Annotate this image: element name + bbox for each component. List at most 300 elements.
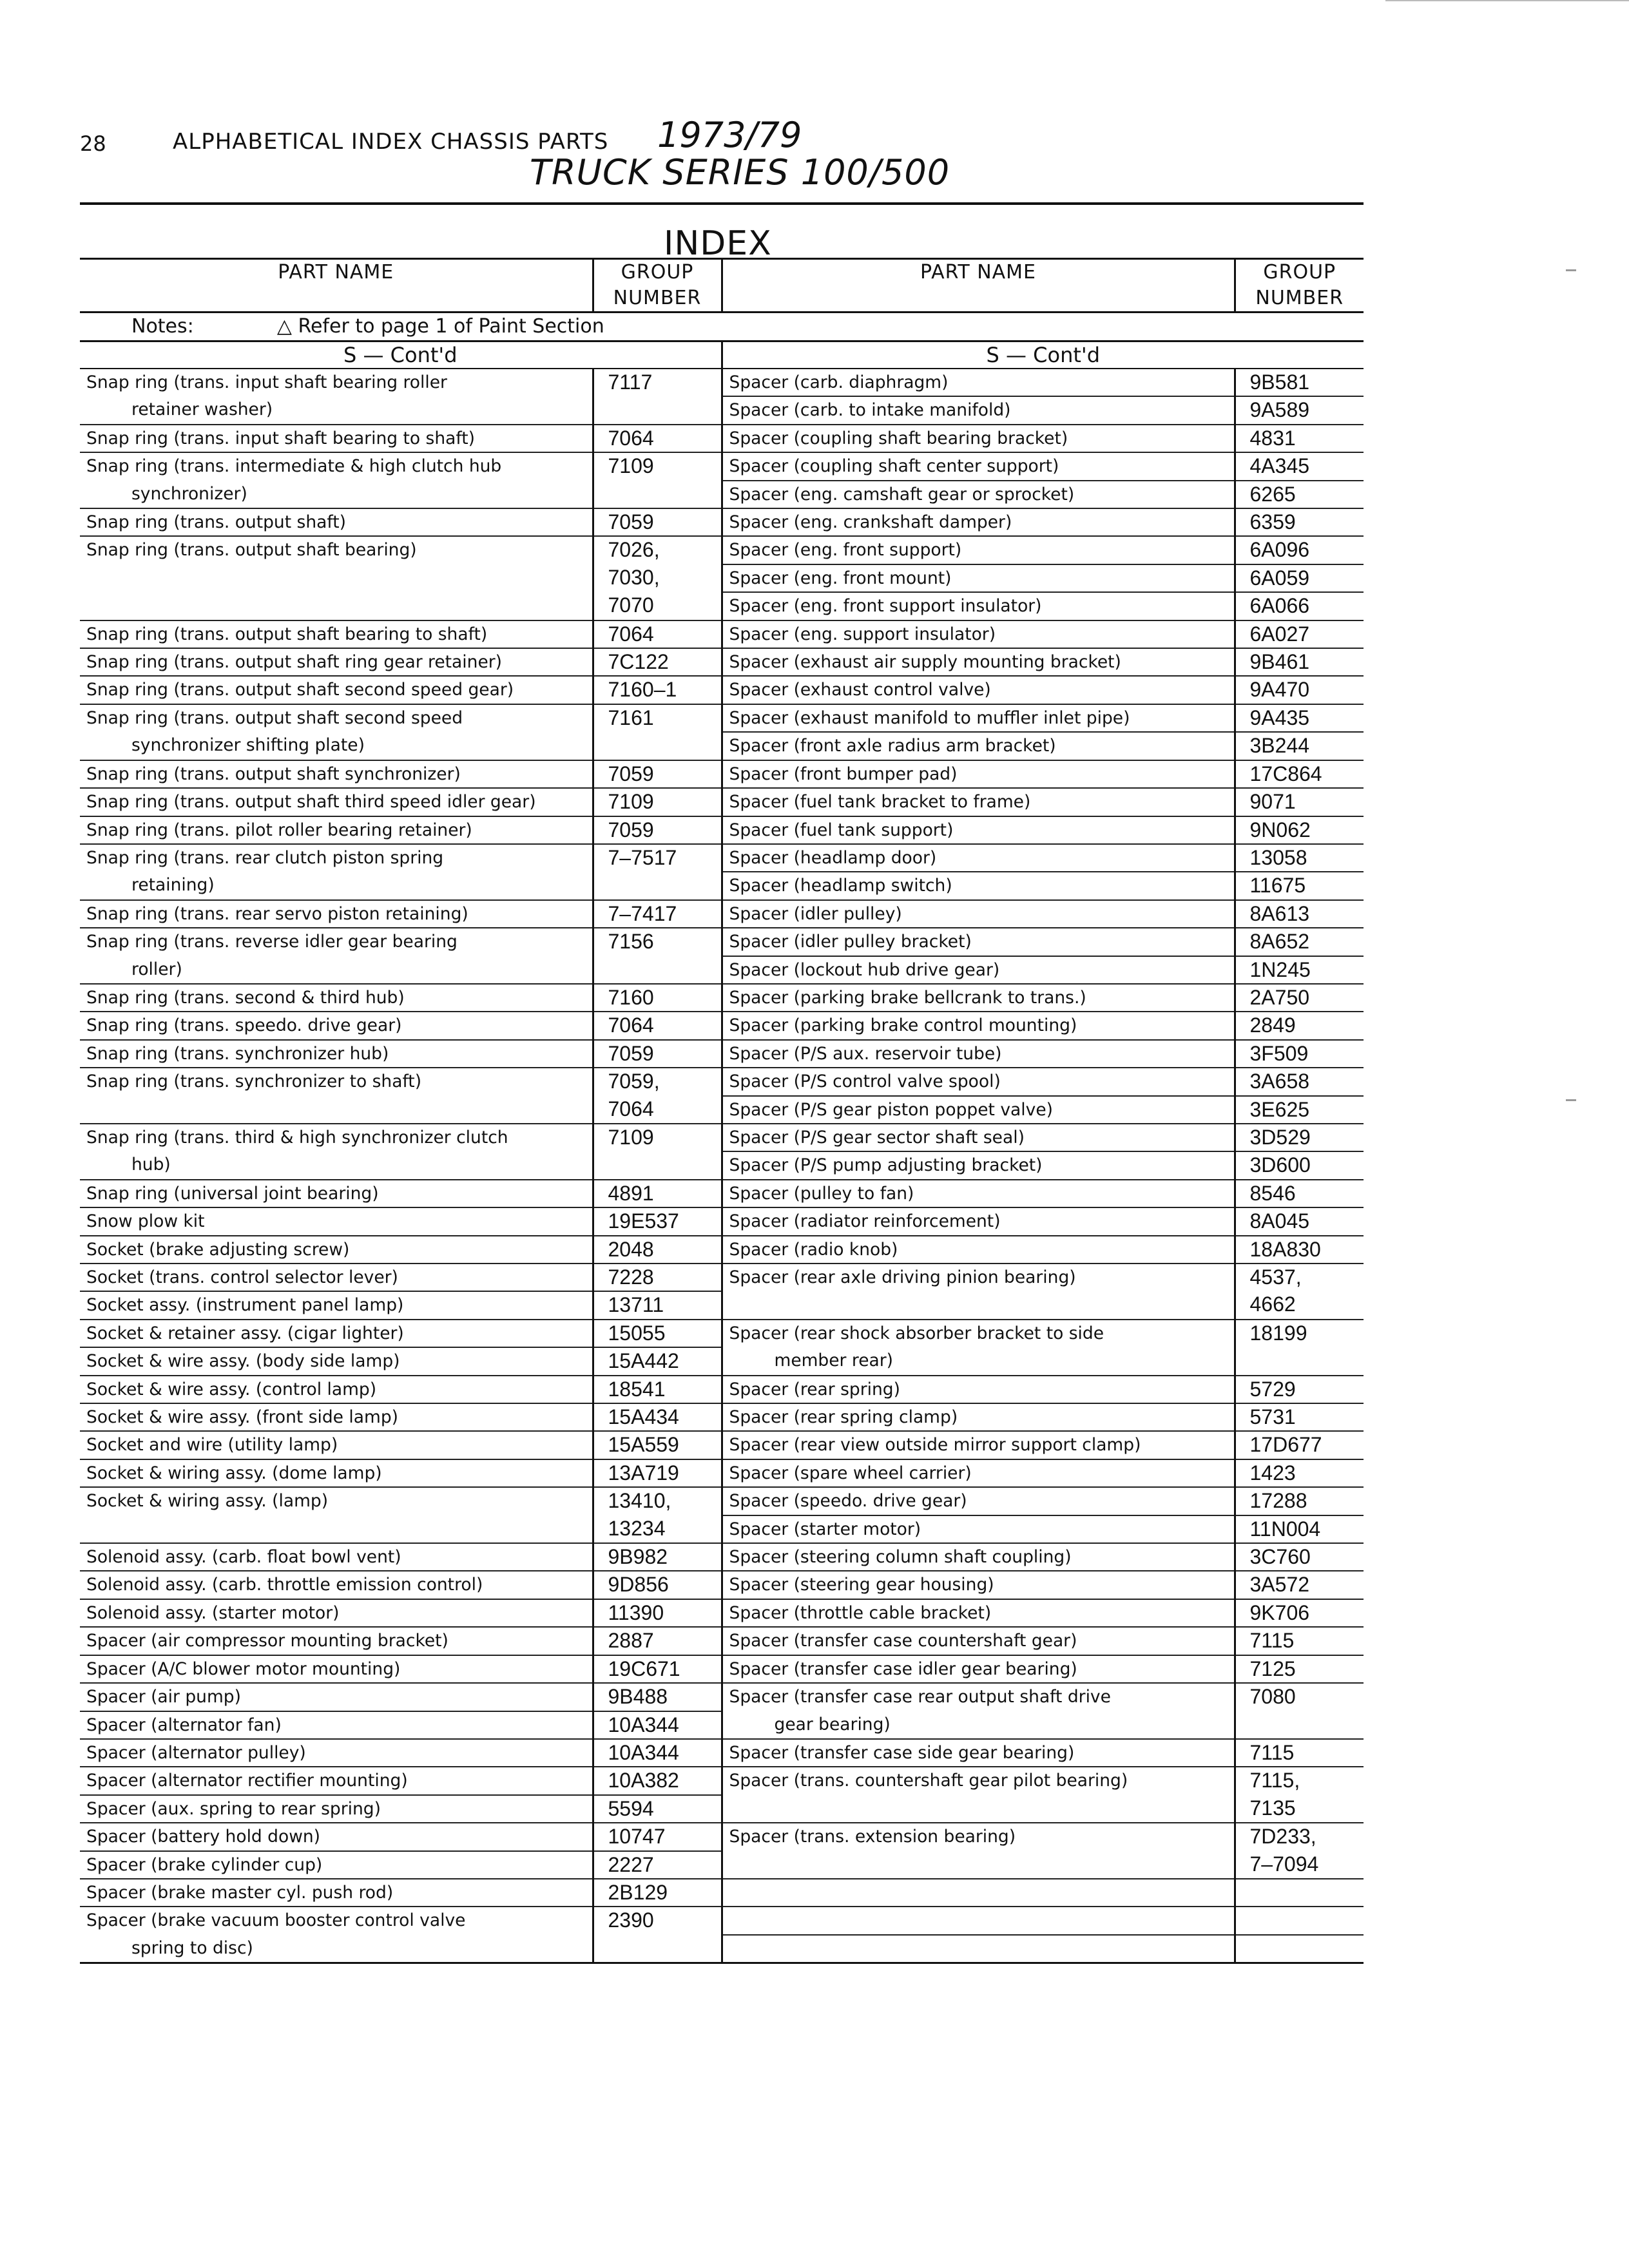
group-number-cell: 3F509: [1235, 1040, 1364, 1068]
part-name-cell: spring to disc): [80, 1935, 593, 1963]
part-name-cell: Spacer (alternator rectifier mounting): [80, 1767, 593, 1794]
table-row: [80, 1515, 1364, 1543]
part-name-cell: Snap ring (trans. rear servo piston retaining): [80, 900, 593, 928]
column-header-group-number: GROUP NUMBER: [593, 259, 722, 312]
group-number-cell: 7059: [593, 1040, 722, 1068]
table-row: [80, 1236, 1364, 1264]
group-number-cell: 2048: [593, 1236, 722, 1264]
group-number-cell: [593, 481, 722, 508]
table-row: [80, 1264, 1364, 1291]
margin-tick-mark: [1566, 1099, 1576, 1101]
group-number-cell: 6A059: [1235, 564, 1364, 592]
part-name-cell: Spacer (P/S control valve spool): [722, 1068, 1235, 1095]
group-number-cell: 9B461: [1235, 648, 1364, 676]
group-number-cell: 9B581: [1235, 369, 1364, 396]
part-name-cell: Snap ring (trans. output shaft second speed: [86, 707, 463, 728]
table-row: [80, 1571, 1364, 1599]
table-row: [80, 928, 1364, 956]
group-number-cell: 7064: [593, 620, 722, 648]
group-number-cell: 7059,: [593, 1068, 722, 1095]
part-name-cell: Spacer (idler pulley bracket): [722, 928, 1235, 956]
part-name-cell: Spacer (pulley to fan): [722, 1180, 1235, 1207]
group-number-cell: 2B129: [593, 1879, 722, 1907]
part-name-cell: Spacer (rear view outside mirror support clamp): [722, 1431, 1235, 1459]
column-header-row: [80, 259, 1364, 312]
table-row: [80, 1711, 1364, 1739]
table-row: [80, 1823, 1364, 1850]
group-number-cell: 15A442: [593, 1347, 722, 1375]
group-number-cell: 7–7417: [593, 900, 722, 928]
group-number-cell: 4537,: [1235, 1264, 1364, 1291]
part-name-cell: [722, 1935, 1235, 1963]
section-right: S — Cont'd: [722, 341, 1364, 369]
table-row: [80, 788, 1364, 816]
group-number-cell: 7160–1: [593, 676, 722, 704]
part-name-cell: Spacer (battery hold down): [80, 1823, 593, 1850]
table-row: [80, 1599, 1364, 1627]
group-number-cell: 7228: [593, 1264, 722, 1291]
table-row: [80, 1879, 1364, 1907]
group-number-cell: 3B244: [1235, 732, 1364, 760]
header-divider: [80, 202, 1364, 205]
table-row: [80, 1347, 1364, 1375]
section-left: S — Cont'd: [80, 341, 722, 369]
group-number-cell: 10A344: [593, 1711, 722, 1739]
group-number-cell: 3C760: [1235, 1543, 1364, 1571]
margin-tick-mark: [1566, 269, 1576, 271]
group-number-cell: 10747: [593, 1823, 722, 1850]
group-number-cell: 1N245: [1235, 956, 1364, 984]
group-number-cell: 13234: [593, 1515, 722, 1543]
table-row: [80, 1431, 1364, 1459]
group-number-cell: 7125: [1235, 1655, 1364, 1683]
table-row: [80, 1403, 1364, 1431]
part-name-cell: Snow plow kit: [80, 1207, 593, 1235]
part-name-cell: Spacer (rear axle driving pinion bearing): [722, 1264, 1235, 1291]
part-name-cell: Spacer (parking brake bellcrank to trans.): [722, 984, 1235, 1012]
group-number-cell: 3E625: [1235, 1096, 1364, 1124]
part-name-cell: Spacer (carb. diaphragm): [722, 369, 1235, 396]
table-row: [80, 536, 1364, 564]
page-number: 28: [80, 131, 106, 156]
part-name-cell: Socket (trans. control selector lever): [80, 1264, 593, 1291]
parts-index-table: [80, 258, 1364, 1964]
group-number-cell: 4831: [1235, 425, 1364, 452]
group-number-cell: 7080: [1235, 1683, 1364, 1711]
model-years: 1973/79: [657, 115, 802, 155]
part-name-cell: Socket (brake adjusting screw): [80, 1236, 593, 1264]
group-number-cell: 6A027: [1235, 620, 1364, 648]
part-name-cell: roller): [80, 956, 593, 984]
table-row: [80, 1851, 1364, 1879]
part-name-cell: Spacer (alternator fan): [80, 1711, 593, 1739]
group-number-cell: 9B488: [593, 1683, 722, 1711]
table-row: [80, 592, 1364, 620]
table-row: [80, 1907, 1364, 1934]
part-name-cell: Snap ring (trans. output shaft second speed gear): [80, 676, 593, 704]
part-name-cell: Spacer (headlamp door): [722, 844, 1235, 872]
part-name-cell: Spacer (trans. extension bearing): [722, 1823, 1235, 1850]
group-number-cell: 7161: [593, 704, 722, 732]
part-name-cell: Spacer (eng. crankshaft damper): [722, 508, 1235, 536]
group-number-cell: 15A559: [593, 1431, 722, 1459]
group-number-cell: 19E537: [593, 1207, 722, 1235]
part-name-cell: Snap ring (trans. third & high synchronizer clutch: [86, 1127, 508, 1148]
part-name-cell: Spacer (idler pulley): [722, 900, 1235, 928]
part-name-cell: Spacer (coupling shaft bearing bracket): [722, 425, 1235, 452]
group-number-cell: [593, 956, 722, 984]
group-number-cell: 18541: [593, 1376, 722, 1403]
table-row: [80, 1096, 1364, 1124]
part-name-cell: Socket & wire assy. (control lamp): [80, 1376, 593, 1403]
group-number-cell: 7117: [593, 369, 722, 396]
part-name-cell: Snap ring (trans. speedo. drive gear): [80, 1012, 593, 1039]
group-number-cell: 3A658: [1235, 1068, 1364, 1095]
part-name-cell: Snap ring (trans. intermediate & high clutch hub: [86, 456, 502, 477]
part-name-cell: Spacer (transfer case rear output shaft drive: [722, 1683, 1235, 1711]
table-row: [80, 1180, 1364, 1207]
notes-text: △ Refer to page 1 of Paint Section: [276, 315, 604, 338]
group-number-cell: 4891: [593, 1180, 722, 1207]
part-name-cell: Spacer (brake master cyl. push rod): [80, 1879, 593, 1907]
table-row: [80, 481, 1364, 508]
group-number-cell: [1235, 1935, 1364, 1963]
table-row: [80, 984, 1364, 1012]
table-row: [80, 1459, 1364, 1487]
group-number-cell: 11N004: [1235, 1515, 1364, 1543]
group-number-cell: 7C122: [593, 648, 722, 676]
part-name-cell: Spacer (radio knob): [722, 1236, 1235, 1264]
group-number-cell: 11675: [1235, 872, 1364, 899]
part-name-cell: Spacer (throttle cable bracket): [722, 1599, 1235, 1627]
table-row: [80, 396, 1364, 424]
notes-spacer: [1235, 312, 1364, 341]
group-number-cell: 8A045: [1235, 1207, 1364, 1235]
group-number-cell: 8546: [1235, 1180, 1364, 1207]
group-number-cell: 7160: [593, 984, 722, 1012]
group-number-cell: 9071: [1235, 788, 1364, 816]
table-row: [80, 760, 1364, 788]
group-number-cell: 9A435: [1235, 704, 1364, 732]
part-name-cell: [80, 564, 593, 592]
group-number-cell: 6265: [1235, 481, 1364, 508]
group-number-cell: 7115,: [1235, 1767, 1364, 1794]
part-name-cell: Spacer (radiator reinforcement): [722, 1207, 1235, 1235]
part-name-cell: Snap ring (trans. pilot roller bearing retainer): [80, 816, 593, 844]
part-name-cell: Snap ring (trans. synchronizer hub): [80, 1040, 593, 1068]
part-name-cell: retainer washer): [80, 396, 593, 424]
group-number-cell: 9A470: [1235, 676, 1364, 704]
table-row: [80, 676, 1364, 704]
part-name-cell: Snap ring (trans. output shaft synchronizer): [80, 760, 593, 788]
notes-cell: [80, 312, 1235, 341]
group-number-cell: [1235, 1347, 1364, 1375]
group-number-cell: 13711: [593, 1291, 722, 1319]
part-name-cell: Solenoid assy. (carb. throttle emission control): [80, 1571, 593, 1599]
part-name-cell: Snap ring (trans. second & third hub): [80, 984, 593, 1012]
group-number-cell: 17D677: [1235, 1431, 1364, 1459]
group-number-cell: 9K706: [1235, 1599, 1364, 1627]
group-number-cell: 10A382: [593, 1767, 722, 1794]
part-name-cell: Spacer (spare wheel carrier): [722, 1459, 1235, 1487]
table-row: [80, 1683, 1364, 1711]
group-number-cell: 7064: [593, 425, 722, 452]
part-name-cell: gear bearing): [722, 1711, 1235, 1739]
group-number-cell: 15A434: [593, 1403, 722, 1431]
group-number-cell: [1235, 1907, 1364, 1934]
part-name-cell: Snap ring (trans. output shaft): [80, 508, 593, 536]
group-number-cell: 2A750: [1235, 984, 1364, 1012]
part-name-cell: Snap ring (trans. output shaft bearing): [86, 540, 417, 561]
part-name-cell: Snap ring (trans. reverse idler gear bearing: [86, 932, 458, 952]
truck-series: TRUCK SERIES 100/500: [530, 152, 950, 193]
part-name-cell: Socket & retainer assy. (cigar lighter): [80, 1320, 593, 1347]
table-row: [80, 508, 1364, 536]
group-number-cell: 18A830: [1235, 1236, 1364, 1264]
part-name-cell: Spacer (eng. camshaft gear or sprocket): [722, 481, 1235, 508]
index-title: INDEX: [664, 224, 772, 263]
group-number-cell: 9A589: [1235, 396, 1364, 424]
part-name-cell: synchronizer): [80, 481, 593, 508]
part-name-cell: [722, 1851, 1235, 1879]
part-name-cell: Spacer (rear spring clamp): [722, 1403, 1235, 1431]
part-name-cell: Spacer (fuel tank bracket to frame): [722, 788, 1235, 816]
group-number-cell: 3D529: [1235, 1124, 1364, 1151]
part-name-cell: Snap ring (trans. output shaft ring gear retainer): [80, 648, 593, 676]
part-name-cell: [722, 1291, 1235, 1319]
group-number-cell: 11390: [593, 1599, 722, 1627]
part-name-cell: [722, 1795, 1235, 1823]
group-number-cell: 7115: [1235, 1627, 1364, 1655]
table-row: [80, 1376, 1364, 1403]
part-name-cell: Spacer (fuel tank support): [722, 816, 1235, 844]
part-name-cell: Spacer (trans. countershaft gear pilot bearing): [722, 1767, 1235, 1794]
part-name-cell: [80, 1515, 593, 1543]
group-number-cell: 8A652: [1235, 928, 1364, 956]
part-name-cell: Spacer (starter motor): [722, 1515, 1235, 1543]
group-number-cell: [1235, 1879, 1364, 1907]
part-name-cell: Socket & wire assy. (front side lamp): [80, 1403, 593, 1431]
group-number-cell: 7109: [593, 788, 722, 816]
group-number-cell: 10A344: [593, 1739, 722, 1767]
group-number-cell: 7109: [593, 452, 722, 480]
group-number-cell: 7109: [593, 1124, 722, 1151]
group-number-cell: 7030,: [593, 564, 722, 592]
part-name-cell: Spacer (P/S gear sector shaft seal): [722, 1124, 1235, 1151]
group-number-cell: 7–7094: [1235, 1851, 1364, 1879]
group-number-cell: 2887: [593, 1627, 722, 1655]
part-name-cell: Spacer (headlamp switch): [722, 872, 1235, 899]
part-name-cell: Snap ring (trans. rear clutch piston spring: [86, 847, 444, 868]
part-name-cell: Snap ring (trans. output shaft bearing to shaft): [80, 620, 593, 648]
part-name-cell: Spacer (transfer case idler gear bearing): [722, 1655, 1235, 1683]
part-name-cell: Snap ring (trans. synchronizer to shaft): [86, 1072, 422, 1092]
part-name-cell: Spacer (A/C blower motor mounting): [80, 1655, 593, 1683]
group-number-cell: 17C864: [1235, 760, 1364, 788]
part-name-cell: Spacer (front axle radius arm bracket): [722, 732, 1235, 760]
index-heading: ALPHABETICAL INDEX CHASSIS PARTS: [173, 129, 609, 155]
group-number-cell: 7026,: [593, 536, 722, 564]
part-name-cell: Spacer (air compressor mounting bracket): [80, 1627, 593, 1655]
part-name-cell: Spacer (P/S pump adjusting bracket): [722, 1151, 1235, 1179]
group-number-cell: 7070: [593, 592, 722, 620]
group-number-cell: 5731: [1235, 1403, 1364, 1431]
part-name-cell: Spacer (carb. to intake manifold): [722, 396, 1235, 424]
part-name-cell: hub): [80, 1151, 593, 1179]
part-name-cell: synchronizer shifting plate): [80, 732, 593, 760]
table-row: [80, 704, 1364, 732]
group-number-cell: 2390: [593, 1907, 722, 1934]
column-header-group-number-right: GROUP NUMBER: [1235, 259, 1364, 312]
group-number-cell: 6A096: [1235, 536, 1364, 564]
group-number-cell: 7059: [593, 508, 722, 536]
table-row: [80, 872, 1364, 899]
part-name-cell: Spacer (eng. front support): [722, 536, 1235, 564]
group-number-cell: 8A613: [1235, 900, 1364, 928]
part-name-cell: [80, 592, 593, 620]
table-row: [80, 1655, 1364, 1683]
part-name-cell: Snap ring (universal joint bearing): [80, 1180, 593, 1207]
group-number-cell: [1235, 1711, 1364, 1739]
part-name-cell: Spacer (steering column shaft coupling): [722, 1543, 1235, 1571]
notes-label: Notes:: [131, 315, 194, 338]
group-number-cell: 7D233,: [1235, 1823, 1364, 1850]
table-row: [80, 452, 1364, 480]
table-row: [80, 1012, 1364, 1039]
table-row: [80, 816, 1364, 844]
table-row: [80, 620, 1364, 648]
column-header-part-name-right: PART NAME: [722, 259, 1235, 312]
group-number-cell: 7059: [593, 760, 722, 788]
table-row: [80, 1795, 1364, 1823]
part-name-cell: Spacer (eng. support insulator): [722, 620, 1235, 648]
table-row: [80, 369, 1364, 396]
group-number-cell: 7–7517: [593, 844, 722, 872]
group-number-cell: 6359: [1235, 508, 1364, 536]
group-number-cell: 15055: [593, 1320, 722, 1347]
part-name-cell: [80, 1096, 593, 1124]
section-header-row: [80, 341, 1364, 369]
part-name-cell: Spacer (aux. spring to rear spring): [80, 1795, 593, 1823]
part-name-cell: [722, 1879, 1235, 1907]
table-row: [80, 564, 1364, 592]
group-number-cell: 3D600: [1235, 1151, 1364, 1179]
group-number-cell: 5594: [593, 1795, 722, 1823]
part-name-cell: Spacer (air pump): [80, 1683, 593, 1711]
table-row: [80, 1487, 1364, 1515]
table-row: [80, 1320, 1364, 1347]
group-number-cell: 19C671: [593, 1655, 722, 1683]
table-row: [80, 1739, 1364, 1767]
notes-row: [80, 312, 1364, 341]
part-name-cell: Spacer (rear spring): [722, 1376, 1235, 1403]
part-name-cell: Solenoid assy. (carb. float bowl vent): [80, 1543, 593, 1571]
part-name-cell: Spacer (P/S aux. reservoir tube): [722, 1040, 1235, 1068]
part-name-cell: Spacer (brake vacuum booster control valve: [86, 1910, 466, 1931]
part-name-cell: Snap ring (trans. input shaft bearing roller: [86, 372, 447, 392]
table-row: [80, 1627, 1364, 1655]
part-name-cell: Spacer (coupling shaft center support): [722, 452, 1235, 480]
group-number-cell: [593, 1935, 722, 1963]
group-number-cell: 7156: [593, 928, 722, 956]
group-number-cell: 7064: [593, 1012, 722, 1039]
group-number-cell: 7059: [593, 816, 722, 844]
group-number-cell: 13058: [1235, 844, 1364, 872]
table-row: [80, 1040, 1364, 1068]
group-number-cell: 7064: [593, 1096, 722, 1124]
group-number-cell: 9D856: [593, 1571, 722, 1599]
group-number-cell: 18199: [1235, 1320, 1364, 1347]
part-name-cell: Socket & wiring assy. (lamp): [86, 1491, 329, 1512]
part-name-cell: Spacer (steering gear housing): [722, 1571, 1235, 1599]
part-name-cell: retaining): [80, 872, 593, 899]
part-name-cell: Spacer (P/S gear piston poppet valve): [722, 1096, 1235, 1124]
part-name-cell: Spacer (lockout hub drive gear): [722, 956, 1235, 984]
group-number-cell: 2849: [1235, 1012, 1364, 1039]
group-number-cell: [593, 1151, 722, 1179]
part-name-cell: Spacer (exhaust air supply mounting bracket): [722, 648, 1235, 676]
part-name-cell: Spacer (parking brake control mounting): [722, 1012, 1235, 1039]
part-name-cell: Spacer (alternator pulley): [80, 1739, 593, 1767]
group-number-cell: 4A345: [1235, 452, 1364, 480]
group-number-cell: 9B982: [593, 1543, 722, 1571]
group-number-cell: 5729: [1235, 1376, 1364, 1403]
part-name-cell: Socket assy. (instrument panel lamp): [80, 1291, 593, 1319]
group-number-cell: 1423: [1235, 1459, 1364, 1487]
part-name-cell: member rear): [722, 1347, 1235, 1375]
group-number-cell: [593, 732, 722, 760]
table-row: [80, 956, 1364, 984]
part-name-cell: Socket & wire assy. (body side lamp): [80, 1347, 593, 1375]
table-row: [80, 1124, 1364, 1151]
part-name-cell: Snap ring (trans. output shaft third speed idler gear): [80, 788, 593, 816]
table-row: [80, 425, 1364, 452]
part-name-cell: Spacer (rear shock absorber bracket to side: [722, 1320, 1235, 1347]
table-row: [80, 900, 1364, 928]
group-number-cell: 13410,: [593, 1487, 722, 1515]
part-name-cell: [722, 1907, 1235, 1934]
part-name-cell: Socket and wire (utility lamp): [80, 1431, 593, 1459]
table-row: [80, 1068, 1364, 1095]
part-name-cell: Spacer (eng. front support insulator): [722, 592, 1235, 620]
group-number-cell: 4662: [1235, 1291, 1364, 1319]
group-number-cell: [593, 396, 722, 424]
part-name-cell: Spacer (exhaust control valve): [722, 676, 1235, 704]
table-row: [80, 1291, 1364, 1319]
table-row: [80, 648, 1364, 676]
part-name-cell: Spacer (front bumper pad): [722, 760, 1235, 788]
table-row: [80, 732, 1364, 760]
group-number-cell: 13A719: [593, 1459, 722, 1487]
part-name-cell: Spacer (transfer case side gear bearing): [722, 1739, 1235, 1767]
group-number-cell: [593, 872, 722, 899]
scan-edge-line: [1385, 0, 1629, 1]
group-number-cell: 7135: [1235, 1795, 1364, 1823]
group-number-cell: 7115: [1235, 1739, 1364, 1767]
part-name-cell: Solenoid assy. (starter motor): [80, 1599, 593, 1627]
table-row: [80, 1543, 1364, 1571]
group-number-cell: 6A066: [1235, 592, 1364, 620]
group-number-cell: 9N062: [1235, 816, 1364, 844]
part-name-cell: Socket & wiring assy. (dome lamp): [80, 1459, 593, 1487]
group-number-cell: 3A572: [1235, 1571, 1364, 1599]
group-number-cell: 2227: [593, 1851, 722, 1879]
part-name-cell: Spacer (transfer case countershaft gear): [722, 1627, 1235, 1655]
part-name-cell: Snap ring (trans. input shaft bearing to shaft): [80, 425, 593, 452]
table-row: [80, 844, 1364, 872]
group-number-cell: 17288: [1235, 1487, 1364, 1515]
table-row: [80, 1935, 1364, 1963]
